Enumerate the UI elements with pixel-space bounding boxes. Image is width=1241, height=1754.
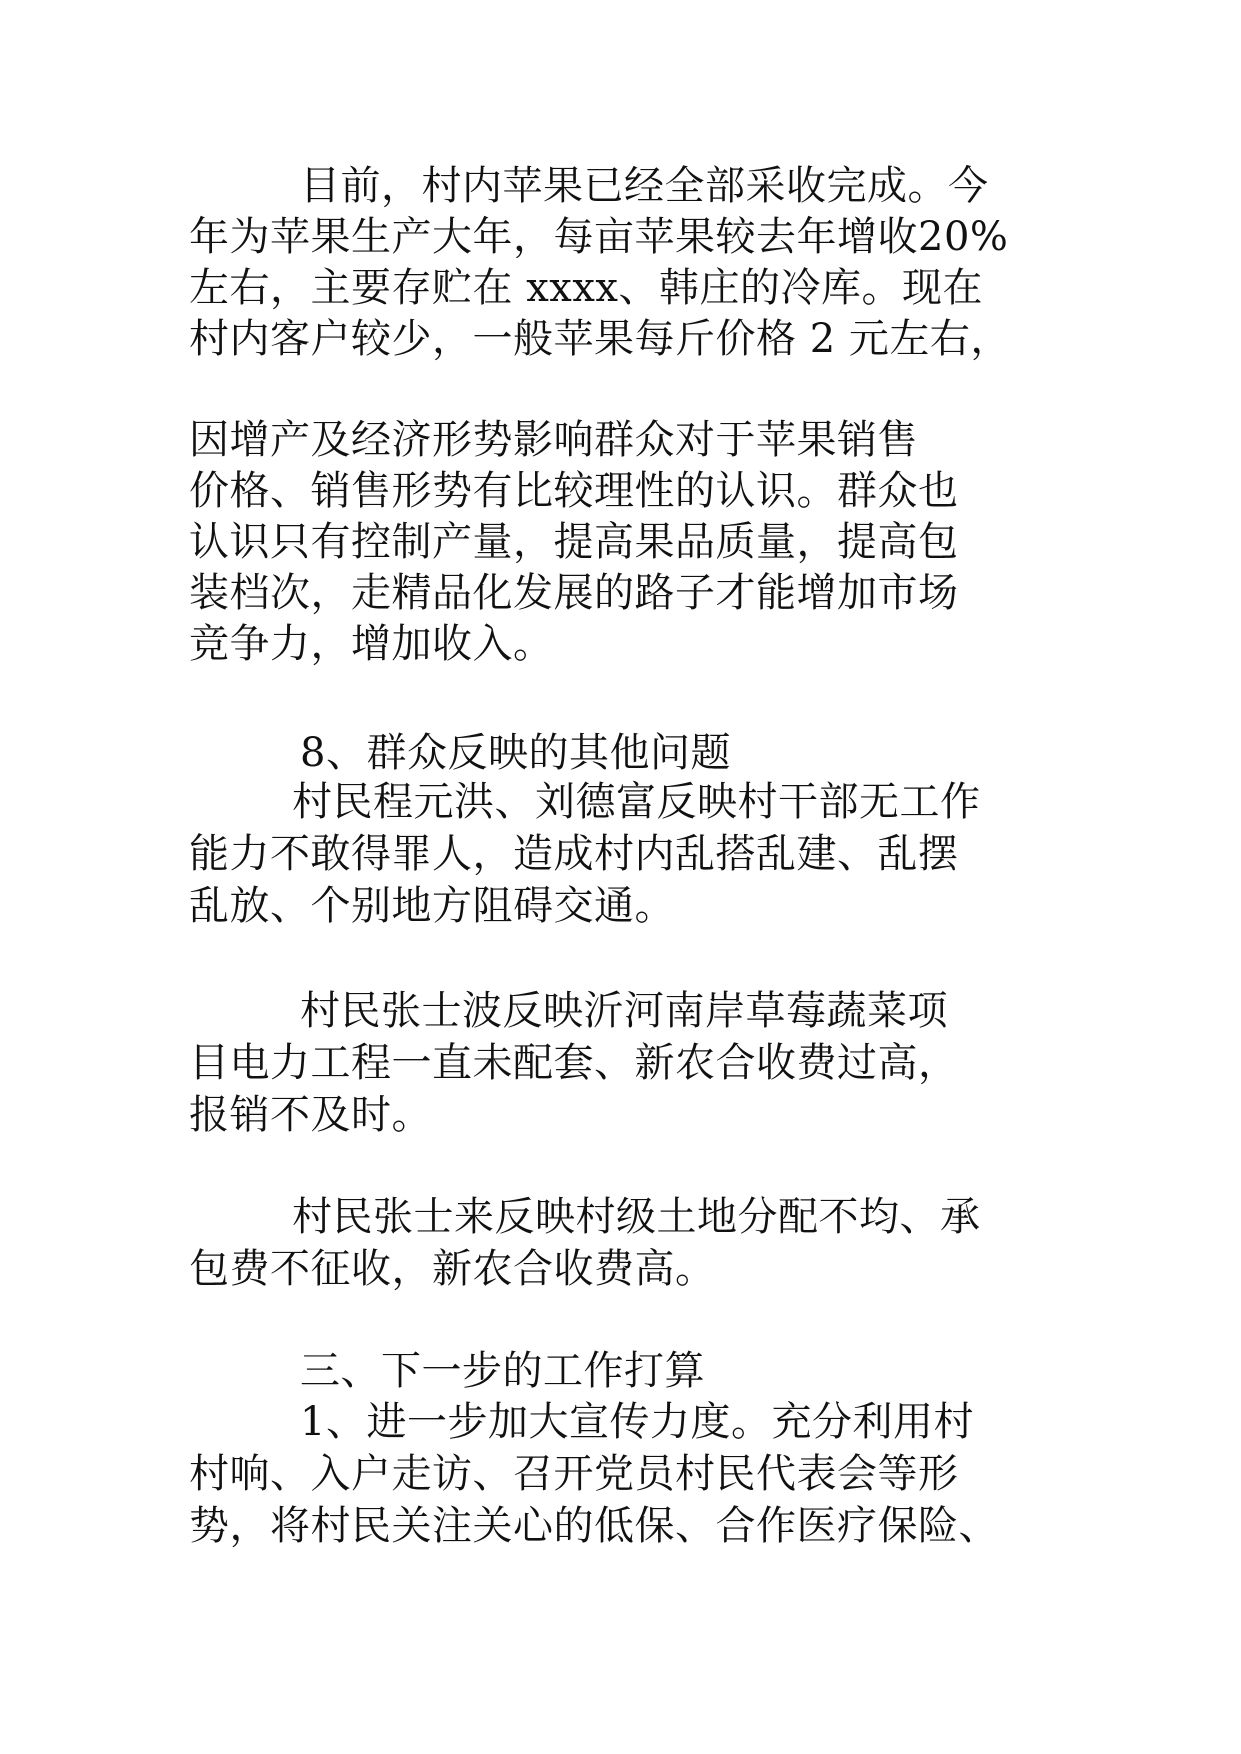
text-line: 势，将村民关注关心的低保、合作医疗保险、 <box>189 1503 999 1549</box>
section-heading: 三、下一步的工作打算 <box>300 1348 705 1394</box>
text-line: 能力不敢得罪人，造成村内乱搭乱建、乱摆 <box>189 831 959 877</box>
text-line: 1、进一步加大宣传力度。充分利用村 <box>300 1399 974 1445</box>
text-line: 价格、销售形势有比较理性的认识。群众也 <box>189 468 959 514</box>
text-line: 目前，村内苹果已经全部采收完成。今 <box>300 163 989 209</box>
text-line: 竞争力，增加收入。 <box>189 621 554 667</box>
text-line: 认识只有控制产量，提高果品质量，提高包 <box>189 519 959 565</box>
text-line: 乱放、个别地方阻碍交通。 <box>189 883 675 929</box>
text-line: 年为苹果生产大年，每亩苹果较去年增收20% <box>189 214 1009 260</box>
text-line: 因增产及经济形势影响群众对于苹果销售 <box>189 417 918 463</box>
text-line: 村民张士来反映村级土地分配不均、承 <box>292 1194 981 1240</box>
text-line: 包费不征收，新农合收费高。 <box>189 1246 716 1292</box>
text-line: 装档次，走精品化发展的路子才能增加市场 <box>189 570 959 616</box>
text-line: 村内客户较少，一般苹果每斤价格 2 元左右， <box>189 316 1011 362</box>
text-line: 村响、入户走访、召开党员村民代表会等形 <box>189 1451 959 1497</box>
text-line: 目电力工程一直未配套、新农合收费过高， <box>189 1040 959 1086</box>
text-line: 村民程元洪、刘德富反映村干部无工作 <box>292 779 981 825</box>
text-line: 村民张士波反映沂河南岸草莓蔬菜项 <box>300 988 948 1034</box>
section-heading: 8、群众反映的其他问题 <box>300 730 731 776</box>
text-line: 左右，主要存贮在 xxxx、韩庄的冷库。现在 <box>189 265 983 311</box>
text-line: 报销不及时。 <box>189 1092 432 1138</box>
